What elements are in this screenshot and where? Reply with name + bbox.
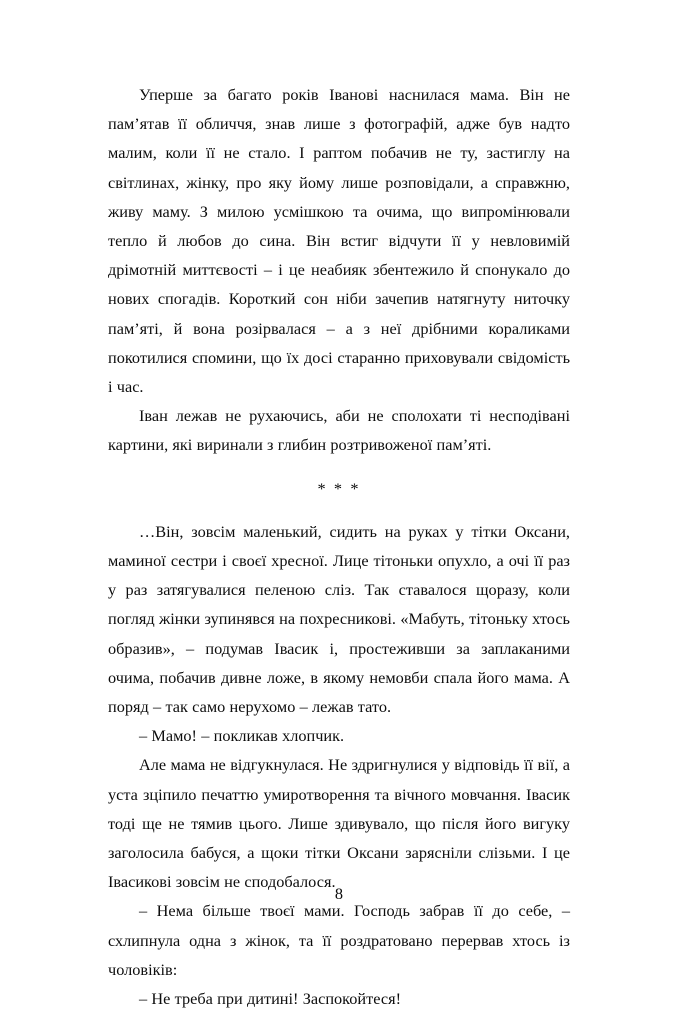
section-divider: * * * xyxy=(317,478,361,498)
page-body xyxy=(108,80,570,1013)
paragraph-3: …Він, зовсім маленький, сидить на руках у тітки Оксани, маминої сестри і своєї хресної. Лице тітоньки опухло, а очі її раз у раз затягувалися пеленою сліз. Так ставалося щоразу, коли погляд жінки зупинявся на похресникові. «Мабуть, тітоньку хтось образив», – подумав Івасик і, простеживши за заплаканими очима, побачив дивне ложе, в якому немовби спала його мама. А поряд – так само нерухомо – лежав тато. xyxy=(108,521,570,717)
paragraph-6: – Нема більше твоєї мами. Господь забрав її до себе, – схлипнула одна з жінок, та її роздратовано перервав хтось із чоловіків: xyxy=(108,901,570,979)
paragraph-1: Уперше за багато років Іванові наснилася мама. Він не пам’ятав її обличчя, знав лише з фотографій, адже був надто малим, коли її не стало. І раптом побачив не ту, застиглу на світлинах, жінку, про яку йому лише розповідали, а справжню, живу маму. З милою усмішкою та очима, що випромінювали тепло й любов до сина. Він встиг відчути її у невловимій дрімотній миттєвості – і це неабияк збентежило й спонукало до нових спогадів. Короткий сон ніби зачепив натягнуту ниточку пам’яті, й вона розірвалася – а з неї дрібними кораликами покотилися спомини, що їх досі старанно приховували свідомість і час. xyxy=(108,85,570,397)
page-number: 8 xyxy=(334,884,344,903)
paragraph-5: Але мама не відгукнулася. Не здригнулися у відповідь її вії, а уста зціпило печаттю умиротворення та вічного мовчання. Івасик тоді ще не тямив цього. Лише здивувало, що після його вигуку заголосила бабуся, а щоки тітки Оксани зарясніли слізьми. І це Івасикові зовсім не сподобалося. xyxy=(108,755,570,892)
paragraph-2: Іван лежав не рухаючись, аби не сполохати ті несподівані картини, які виринали з глибин розтривоженої пам’яті. xyxy=(108,406,570,455)
paragraph-7: – Не треба при дитині! Заспокойтеся! xyxy=(139,989,402,1009)
paragraph-4: – Мамо! – покликав хлопчик. xyxy=(139,726,345,746)
